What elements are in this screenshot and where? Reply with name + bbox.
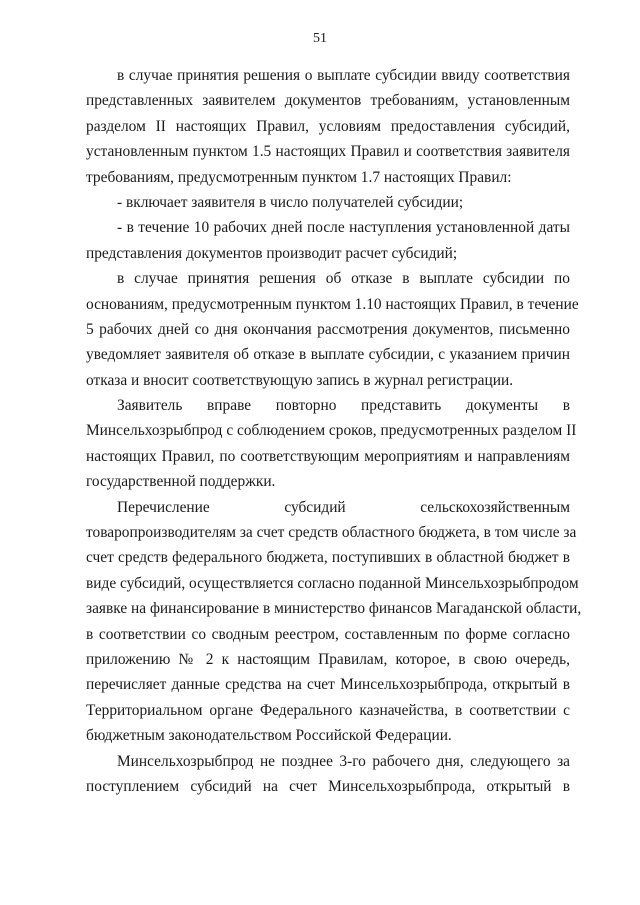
text-line: представленных заявителем документов требованиям, установленным (86, 92, 570, 110)
text-line: установленным пунктом 1.5 настоящих Правил и соответствия заявителя (86, 143, 570, 161)
text-line: уведомляет заявителя об отказе в выплате субсидии, с указанием причин (86, 346, 570, 364)
page-number: 51 (313, 31, 327, 46)
text-line: счет средств федерального бюджета, поступивших в областной бюджет в (86, 549, 570, 567)
text-line: 5 рабочих дней со дня окончания рассмотрения документов, письменно (86, 320, 570, 338)
text-line: государственной поддержки. (86, 473, 276, 491)
text-line: Территориальном органе Федерального казначейства, в соответствии с (86, 701, 570, 719)
text-line: Минсельхозрыбпрод с соблюдением сроков, предусмотренных разделом II (86, 422, 577, 440)
text-line: в случае принятия решения об отказе в выплате субсидии по (117, 270, 570, 288)
text-line: представления документов производит расчет субсидий; (86, 244, 458, 262)
text-line: приложению № 2 к настоящим Правилам, которое, в свою очередь, (86, 650, 570, 668)
text-line: - в течение 10 рабочих дней после наступления установленной даты (117, 219, 570, 237)
text-line: виде субсидий, осуществляется согласно поданной Минсельхозрыбпродом (86, 574, 579, 592)
text-line: отказа и вносит соответствующую запись в журнал регистрации. (86, 371, 514, 389)
text-line: товаропроизводителям за счет средств областного бюджета, в том числе за (86, 524, 577, 542)
text-line: требованиям, предусмотренным пунктом 1.7 настоящих Правил: (86, 168, 512, 186)
text-line: Минсельхозрыбпрод не позднее 3-го рабочего дня, следующего за (117, 752, 570, 770)
text-line: Перечисление субсидий сельскохозяйственным (117, 498, 570, 516)
document-body (86, 63, 582, 799)
text-line: поступлением субсидий на счет Минсельхозрыбпрода, открытый в (86, 777, 570, 795)
text-line: разделом II настоящих Правил, условиям предоставления субсидий, (86, 117, 570, 135)
text-line: бюджетным законодательством Российской Федерации. (86, 727, 452, 745)
text-line: настоящих Правил, по соответствующим мероприятиям и направлениям (86, 447, 570, 465)
text-line: заявке на финансирование в министерство финансов Магаданской области, (86, 600, 582, 618)
text-line: перечисляет данные средства на счет Минсельхозрыбпрода, открытый в (86, 676, 570, 694)
text-line: - включает заявителя в число получателей субсидии; (117, 193, 464, 211)
text-line: в случае принятия решения о выплате субсидии ввиду соответствия (117, 67, 570, 84)
text-line: Заявитель вправе повторно представить документы в (117, 397, 570, 415)
text-line: основаниям, предусмотренным пунктом 1.10 настоящих Правил, в течение (86, 295, 579, 313)
text-line: в соответствии со сводным реестром, составленным по форме согласно (86, 625, 570, 643)
